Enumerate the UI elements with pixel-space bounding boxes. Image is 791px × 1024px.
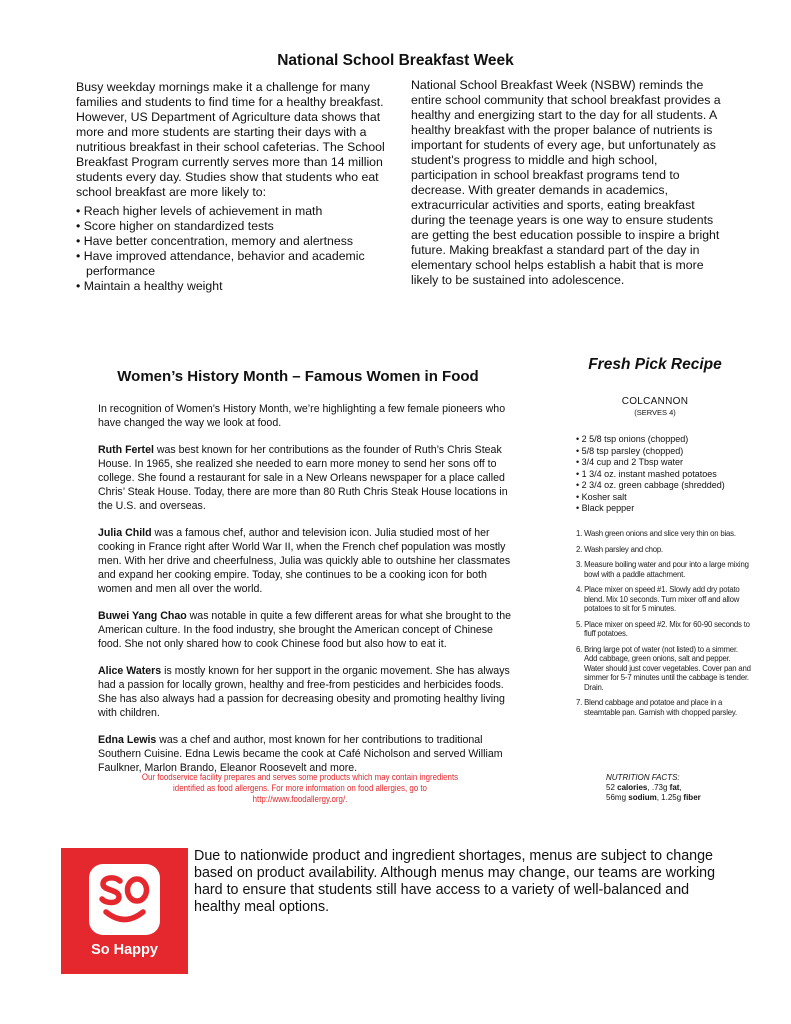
profile-paragraph [98, 609, 516, 651]
recipe-step: 7. Blend cabbage and potatoe and place in a steamtable pan. Garnish with chopped parsley. [576, 698, 737, 717]
nsbw-title: National School Breakfast Week [277, 52, 514, 69]
profile-paragraph [98, 733, 516, 775]
profile-text: was notable in quite a few different areas for what she brought to the American culture. In the food industry, she brought the American concept of Chinese food. She not only shared how to cook Chinese food but also how to eat it. [98, 610, 511, 650]
profile-paragraph [98, 443, 516, 513]
profile-name: Buwei Yang Chao [98, 610, 187, 622]
allergy-notice: Our foodservice facility prepares and serves some products which may contain ingredients identified as food allergens. For more information on food allergies, go to http://www.foodallergy.org/. [141, 772, 459, 804]
fiber-label: fiber [683, 793, 701, 802]
nsbw-left-column [76, 80, 404, 294]
calories-value: 52 [606, 783, 615, 792]
recipe-step: 2. Wash parsley and chop. [576, 544, 664, 554]
nutrition-heading: NUTRITION FACTS: [606, 773, 680, 782]
recipe-step: 1. Wash green onions and slice very thin on bias. [576, 529, 736, 538]
profile-paragraph [98, 526, 516, 596]
profile-name: Alice Waters [98, 665, 162, 677]
recipe-section-title: Fresh Pick Recipe [588, 356, 722, 373]
profile-text: was a famous chef, author and television icon. Julia studied most of her cooking in France right after World War II, when the French chef population was mostly men. With her drive and cheerfulness, Julia was quickly able to outshine her classmates and expand her cooking empire. Today, she continues to be a cooking icon for both women and men all over the world. [98, 527, 511, 595]
nsbw-left-paragraph: Busy weekday mornings make it a challenge for many families and students to find time for a healthy breakfast. However, US Department of Agriculture data shows that more and more students are starting their days with a nutritious breakfast in their school cafeterias. The School Breakfast Program currently serves more than 14 million students every day. Studies show that students who eat school breakfast are more likely to: [76, 80, 385, 199]
benefit-item: • Have better concentration, memory and alertness [76, 234, 404, 249]
nsbw-right-column [411, 78, 727, 288]
calories-label: calories [617, 783, 648, 792]
fat-value: .73g [651, 783, 668, 792]
ingredient-item: • 2 5/8 tsp onions (chopped) [576, 434, 746, 446]
recipe-steps-list [576, 529, 751, 723]
logo-brand-text: So Happy [91, 942, 158, 958]
nutrition-line-1: 52 calories, .73g fat, [606, 783, 682, 792]
benefit-item: • Maintain a healthy weight [76, 279, 404, 294]
benefit-item: • Have improved attendance, behavior and academic performance [76, 249, 404, 279]
ingredient-item: • Black pepper [576, 503, 746, 515]
smile-icon [89, 864, 160, 935]
menu-change-notice: Due to nationwide product and ingredient shortages, menus are subject to change based on product availability. Although menus may change, our teams are working hard to ensure that students still have access to a variety of well-balanced and healthy meal options. [194, 848, 716, 915]
ingredient-item: • 3/4 cup and 2 Tbsp water [576, 457, 746, 469]
recipe-step: 5. Place mixer on speed #2. Mix for 60-90 seconds to fluff potatoes. [576, 619, 750, 638]
recipe-step: 6. Bring large pot of water (not listed) to a simmer. Add cabbage, green onions, salt and pepper. Water should just cover vegetables. Cover pan and simmer for 5-7 minutes until the cabbage is tender. Drain. [576, 644, 751, 692]
ingredients-list [576, 434, 746, 515]
profile-paragraph [98, 664, 516, 720]
benefit-item: • Reach higher levels of achievement in math [76, 204, 404, 219]
profile-text: was best known for her contributions as the founder of Ruth’s Chris Steak House. In 1965, she realized she needed to earn more money to send her sons off to college. She found a restaurant for sale in a New Orleans newspaper for a place called Chris’ Steak House. Today, there are more than 80 Ruth Chris Steak House locations in the U.S. and overseas. [98, 444, 508, 512]
profile-name: Julia Child [98, 527, 152, 539]
fiber-value: 1.25g [661, 793, 682, 802]
benefits-list [76, 204, 404, 294]
womens-history-intro: In recognition of Women’s History Month, we’re highlighting a few female pioneers who have changed the way we look at food. [98, 403, 506, 429]
recipe-dish-name: COLCANNON [621, 396, 689, 407]
profile-text: is mostly known for her support in the organic movement. She has always had a passion for locally grown, healthy and free-from pesticides and herbicides foods. She has also always had a passion for decreasing obesity and promoting healthy living with children. [98, 665, 510, 719]
ingredient-item: • 5/8 tsp parsley (chopped) [576, 446, 746, 458]
sodium-label: sodium [628, 793, 657, 802]
fat-label: fat [669, 783, 680, 792]
ingredient-item: • Kosher salt [576, 492, 746, 504]
womens-history-title: Women’s History Month – Famous Women in Food [117, 368, 479, 385]
ingredient-item: • 1 3/4 oz. instant mashed potatoes [576, 469, 746, 481]
benefit-item: • Score higher on standardized tests [76, 219, 404, 234]
nutrition-facts [606, 773, 756, 803]
profile-name: Ruth Fertel [98, 444, 154, 456]
ingredient-item: • 2 3/4 oz. green cabbage (shredded) [576, 480, 746, 492]
sodium-value: 56mg [606, 793, 627, 802]
womens-history-body [98, 402, 516, 788]
profile-name: Edna Lewis [98, 734, 157, 746]
recipe-step: 3. Measure boiling water and pour into a large mixing bowl with a paddle attachment. [576, 560, 749, 579]
nsbw-right-paragraph: National School Breakfast Week (NSBW) reminds the entire school community that school breakfast provides a healthy and energizing start to the day for all students. A healthy breakfast with the proper balance of nutrients is important for students of every age, but unfortunately as student's progress to middle and high school, participation in school breakfast programs tend to decrease. With greater demands in academics, extracurricular activities and sports, eating breakfast during the teenage years is one way to ensure students are getting the best education possible to inspire a bright future. Making breakfast a standard part of the day in elementary school helps establish a habit that is more likely to be sustained into adolescence. [411, 78, 721, 287]
recipe-serves: (SERVES 4) [634, 408, 676, 417]
profile-text: was a chef and author, most known for her contributions to traditional Southern Cuisine. Edna Lewis became the cook at Café Nicholson and served William Faulkner, Marlon Brando, Eleanor Roosevelt and more. [98, 734, 503, 774]
so-happy-logo [61, 848, 188, 974]
recipe-step: 4. Place mixer on speed #1. Slowly add dry potato blend. Mix 10 seconds. Turn mixer off and allow potatoes to sit for 5 minutes. [576, 585, 740, 613]
logo-badge [89, 864, 160, 935]
nutrition-line-2: 56mg sodium, 1.25g fiber [606, 793, 701, 802]
